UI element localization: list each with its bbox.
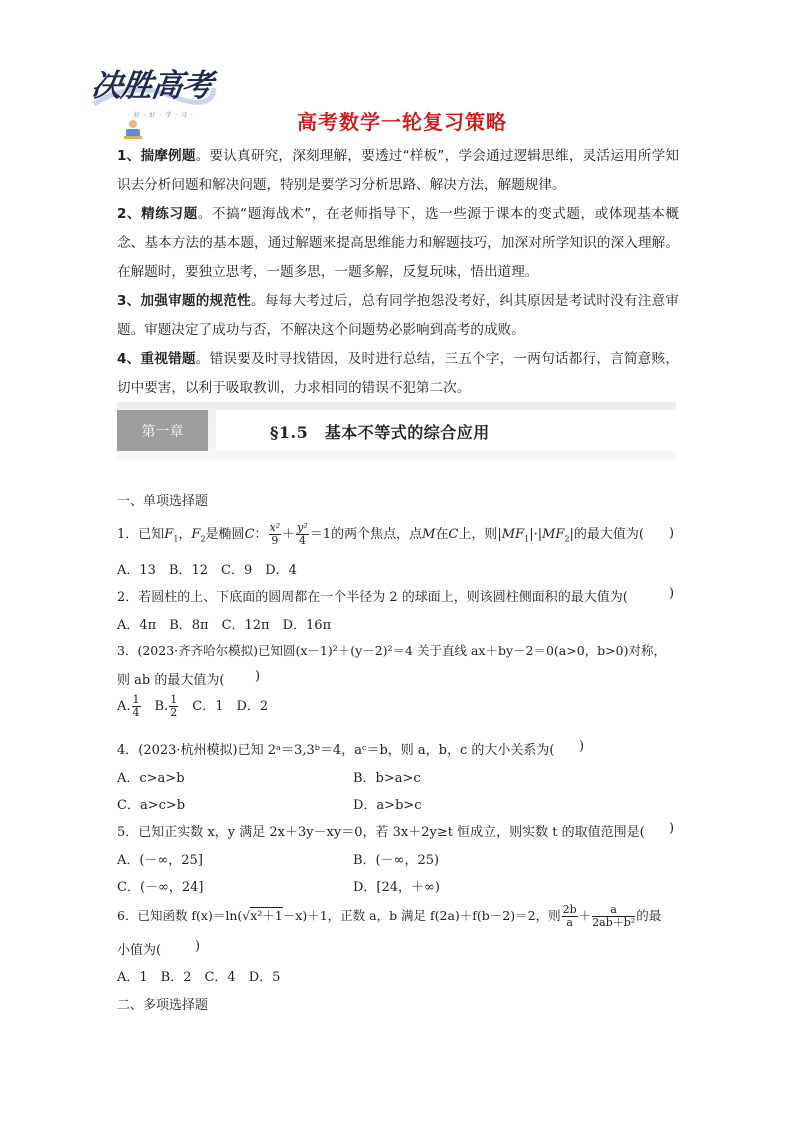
option-text: C．1 D．2 (192, 699, 269, 714)
strategy-section (117, 142, 679, 403)
option-b-fraction (169, 694, 178, 719)
fraction-numerator: y² (297, 521, 308, 534)
logo-subtitle: · 好 · 好 · 学 · 习 · (128, 112, 194, 119)
fraction-numerator: 1 (132, 693, 140, 706)
q1-text: 是椭圆 (205, 527, 245, 542)
q1-sub: 2 (564, 534, 570, 544)
q6-fraction-2 (592, 904, 635, 929)
question-2-options: A．4π B．8π C．12π D．16π (117, 618, 332, 633)
fraction-numerator: 1 (170, 693, 178, 706)
question-6-options: A．1 B．2 C．4 D．5 (117, 970, 281, 985)
strategy-heading: 1、揣摩例题 (117, 148, 196, 164)
answer-paren: ) (669, 586, 675, 601)
chapter-title: §1.5 基本不等式的综合应用 (270, 423, 490, 442)
strategy-body: 。不搞“题海战术”，在老师指导下，选一些源于课本的变式题，或体现基本概念、基本方法的基本题，通过解题来提高思维能力和解题技巧，加深对所学知识的深入理解。在解题时，要独立思考，一题多思，一题多解，反复玩味，悟出道理。 (117, 206, 679, 280)
fraction-numerator: a (592, 904, 635, 917)
q1-text: |的最大值为( (569, 527, 644, 542)
question-5-option-a: A．(－∞，25] (117, 853, 203, 868)
strategy-item (117, 345, 679, 403)
logo-text: 决胜高考 (88, 68, 215, 104)
fraction-denominator: 9 (271, 534, 279, 547)
question-5-option-b: B．(－∞，25) (353, 853, 440, 868)
question-2: 2．若圆柱的上、下底面的圆周都在一个半径为 2 的球面上，则该圆柱侧面积的最大值为( (117, 590, 628, 605)
q6-fraction-1 (562, 904, 578, 929)
q1-sub: 1 (524, 534, 530, 544)
section-heading-multiple-choice: 二、多项选择题 (117, 998, 209, 1013)
q1-var: MF (542, 527, 565, 542)
q1-sub: 1 (173, 534, 179, 544)
question-4-option-a: A．c>a>b (117, 771, 185, 786)
question-5: 5．已知正实数 x，y 满足 2x＋3y－xy＝0，若 3x＋2y≥t 恒成立，则实数 t 的取值范围是( (117, 825, 645, 840)
chapter-tab: 第一章 (117, 410, 208, 451)
fraction-denominator: 2ab＋b² (592, 916, 636, 929)
q1-text: ， (178, 527, 192, 542)
q6-text: ＋ (578, 908, 592, 923)
strategy-body: 。要认真研究，深刻理解，要透过“样板”，学会通过逻辑思维，灵活运用所学知识去分析问题和解决问题，特别是要学习分析思路、解决方法，解题规律。 (117, 148, 679, 193)
answer-paren: ) (195, 939, 201, 954)
q1-text: |·| (529, 527, 543, 542)
q1-var: C (244, 527, 255, 542)
fraction-denominator: 2 (170, 706, 178, 719)
question-4-option-b: B．b>a>c (353, 771, 421, 786)
question-1-options: A．13 B．12 C．9 D．4 (117, 563, 297, 578)
question-3-line-1: 3．(2023·齐齐哈尔模拟)已知圆(x－1)²＋(y－2)²＝4 关于直线 ax＋by－2＝0(a>0，b>0)对称， (117, 643, 666, 658)
q1-var: C (448, 527, 459, 542)
q1-text: ： (254, 527, 268, 542)
q1-text: ＋ (282, 527, 296, 542)
fraction-denominator: a (566, 916, 573, 929)
strategy-body: 。每每大考过后，总有同学抱怨没考好，纠其原因是考试时没有注意审题。审题决定了成功与否，不解决这个问题势必影响到高考的成败。 (117, 293, 679, 338)
question-4-option-d: D．a>b>c (353, 798, 422, 813)
strategy-item (117, 200, 679, 287)
q1-var: MF (501, 527, 525, 542)
strategy-heading: 3、加强审题的规范性 (117, 293, 251, 309)
q1-var: M (422, 527, 436, 542)
q1-sub: 2 (200, 534, 206, 544)
q1-text: ＝1的两个焦点，点 (309, 527, 423, 542)
strategy-item (117, 287, 679, 345)
q1-fraction-x (269, 522, 282, 547)
document-title: 高考数学一轮复习策略 (297, 110, 507, 134)
strategy-heading: 2、精练习题 (117, 206, 198, 222)
question-1 (117, 522, 644, 547)
answer-paren: ) (669, 526, 675, 541)
question-4: 4．(2023·杭州模拟)已知 2ᵃ＝3,3ᵇ＝4，aᶜ＝b，则 a，b，c 的大小关系为( (117, 743, 555, 758)
question-6-line-2: 小值为( (117, 943, 162, 958)
q1-text: 上，则| (458, 527, 502, 542)
question-5-option-d: D．[24，＋∞) (353, 880, 440, 895)
q6-text: －x)＋1，正数 a，b 满足 f(2a)＋f(b－2)＝2，则 (282, 908, 561, 923)
q1-text: 1．已知 (117, 527, 165, 542)
strategy-heading: 4、重视错题 (117, 351, 196, 367)
question-6-line-1 (117, 904, 661, 929)
fraction-denominator: 4 (132, 706, 140, 719)
question-3-line-2: 则 ab 的最大值为( (117, 673, 225, 688)
strategy-body: 。错误要及时寻找错因，及时进行总结，三五个字，一两句话都行，言简意赅，切中要害，以利于吸取教训，力求相同的错误不犯第二次。 (117, 351, 679, 396)
fraction-denominator: 4 (298, 534, 306, 547)
answer-paren: ) (255, 669, 261, 684)
answer-paren: ) (669, 821, 675, 836)
question-4-option-c: C．a>c>b (117, 798, 186, 813)
option-label: B. (154, 699, 169, 714)
fraction-numerator: x² (269, 521, 281, 534)
sqrt-icon: √ (242, 908, 251, 923)
fraction-numerator: 2b (562, 903, 577, 916)
q1-fraction-y (296, 522, 309, 547)
q1-text: 在 (435, 527, 449, 542)
q6-radicand: x²＋1 (250, 908, 283, 923)
q6-text: 6．已知函数 f(x)＝ln( (117, 908, 243, 923)
q6-text: 的最 (636, 908, 662, 923)
q1-var: F (191, 527, 201, 542)
option-label: A. (117, 699, 131, 714)
question-3-options (117, 694, 268, 719)
question-5-option-c: C．(－∞，24] (117, 880, 204, 895)
option-a-fraction (132, 694, 141, 719)
section-heading-single-choice: 一、单项选择题 (117, 494, 209, 509)
q1-var: F (164, 527, 174, 542)
answer-paren: ) (579, 739, 585, 754)
strategy-item (117, 142, 679, 200)
